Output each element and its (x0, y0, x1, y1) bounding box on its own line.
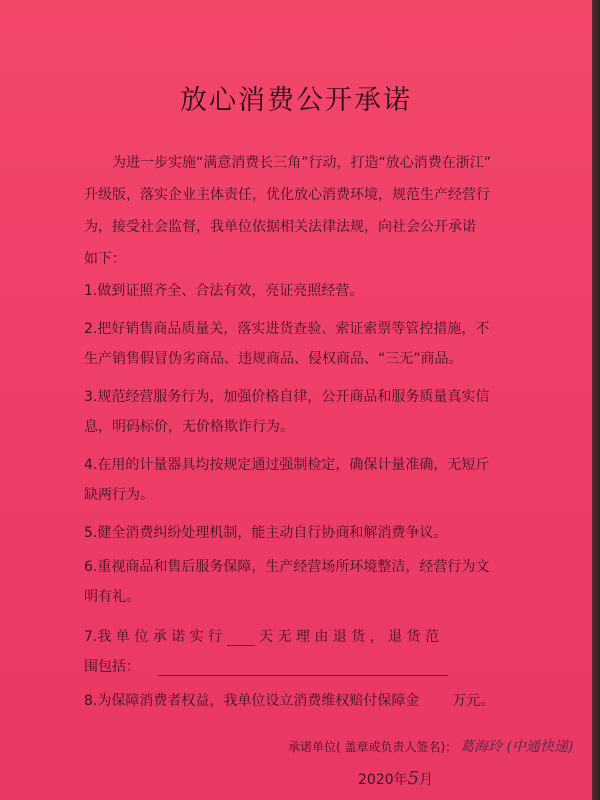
item-line: 1.做到证照齐全、合法有效，亮证亮照经营。 (84, 283, 364, 299)
item-line: 明有礼。 (84, 589, 140, 605)
item-line (84, 626, 439, 646)
item7-prefix: 7.我 单 位 承 诺 实 行 (84, 629, 223, 645)
item-line: 6.重视商品和售后服务保障，生产经营场所环境整洁，经营行为文 (84, 559, 490, 575)
return-scope-blank (158, 675, 448, 676)
intro-line: 升级版，落实企业主体责任，优化放心消费环境，规范生产经营行 (84, 187, 490, 203)
item8-prefix: 8.为保障消费者权益，我单位设立消费维权赔付保障金 (84, 693, 420, 709)
date-year: 2020年 (358, 772, 408, 788)
item-line: 5.健全消费纠纷处理机制，能主动自行协商和解消费争议。 (84, 525, 448, 541)
sign-label: 承诺单位( 盖章或负责人签名)： (288, 740, 458, 754)
date-line (358, 768, 433, 789)
item-line: 4.在用的计量器具均按规定通过强制检定，确保计量准确，无短斤 (84, 457, 490, 473)
item-line: 缺两行为。 (84, 487, 154, 503)
item-line: 3.规范经营服务行为，加强价格自律，公开商品和服务质量真实信 (84, 389, 490, 405)
item-line (84, 690, 494, 710)
intro-line: 为进一步实施“满意消费长三角”行动，打造“放心消费在浙江” (112, 155, 492, 171)
item-line: 息，明码标价，无价格欺诈行为。 (84, 419, 294, 435)
item8-suffix: 万元。 (452, 693, 495, 709)
item-line: 2.把好销售商品质量关，落实进货查验、索证索票等管控措施，不 (84, 321, 490, 337)
item7-suffix: 天 无 理 由 退 货 ， 退 货 范 (258, 629, 440, 645)
intro-line: 如下： (84, 251, 126, 267)
handwritten-signature: 葛海玲 (中通快递) (460, 739, 574, 755)
date-month-suffix: 月 (419, 772, 434, 788)
intro-line: 为，接受社会监督，我单位依据相关法律法规，向社会公开承诺 (84, 219, 476, 235)
item-line: 生产销售假冒伪劣商品、违规商品、侵权商品、“三无”商品。 (84, 351, 463, 367)
page-title: 放心消费公开承诺 (180, 85, 412, 116)
table-edge-shadow (592, 0, 600, 800)
item-line (84, 656, 448, 676)
days-blank (227, 645, 255, 646)
item7-line2: 围包括： (84, 659, 140, 675)
date-month-handwritten: 5 (407, 768, 420, 789)
